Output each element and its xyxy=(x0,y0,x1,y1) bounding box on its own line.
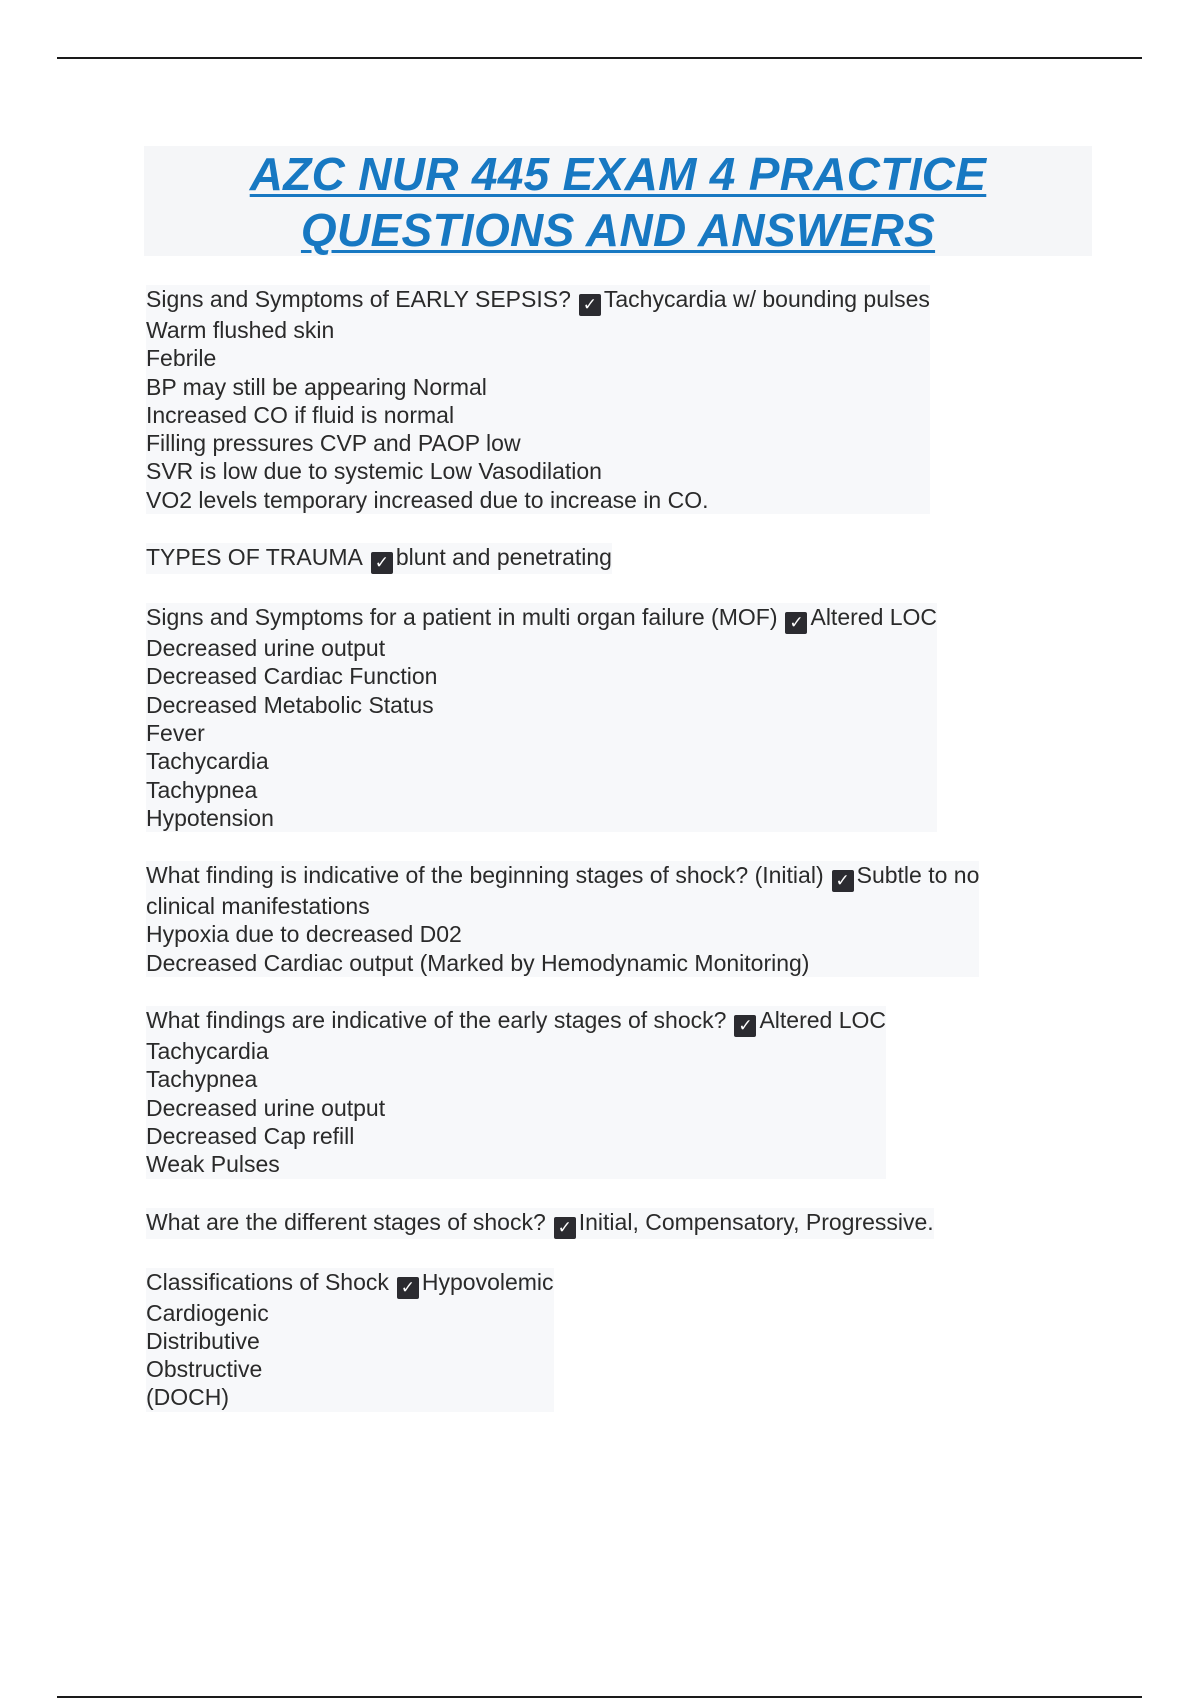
qa-item xyxy=(146,603,1106,832)
answer-text: Altered LOC xyxy=(759,1007,886,1034)
question-text: Classifications of Shock xyxy=(146,1268,389,1295)
answer-line: clinical manifestations xyxy=(146,893,370,920)
question-line xyxy=(146,285,930,316)
answer-line: Filling pressures CVP and PAOP low xyxy=(146,430,521,457)
question-line xyxy=(146,603,937,634)
checkmark-icon: ✓ xyxy=(734,1015,756,1037)
checkmark-icon: ✓ xyxy=(785,612,807,634)
answer-line: BP may still be appearing Normal xyxy=(146,373,487,400)
question-text: What finding is indicative of the beginning stages of shock? (Initial) xyxy=(146,862,824,889)
question-text: Signs and Symptoms for a patient in multi organ failure (MOF) xyxy=(146,604,778,631)
answer-line: Weak Pulses xyxy=(146,1151,280,1178)
checkmark-icon: ✓ xyxy=(554,1217,576,1239)
answer-text: Altered LOC xyxy=(810,604,938,631)
answer-line: Tachypnea xyxy=(146,776,258,803)
checkmark-icon: ✓ xyxy=(832,870,854,892)
qa-text-block xyxy=(146,603,937,832)
title-banner xyxy=(144,146,1092,256)
answer-line: Hypoxia due to decreased D02 xyxy=(146,921,462,948)
header-rule xyxy=(57,57,1142,59)
answer-text: blunt and penetrating xyxy=(395,544,612,571)
answer-text: Tachycardia w/ bounding pulses xyxy=(603,286,930,312)
qa-text-block xyxy=(146,543,612,574)
answer-text: Subtle to no xyxy=(856,862,980,889)
qa-text-block xyxy=(146,1006,886,1178)
question-text: Signs and Symptoms of EARLY SEPSIS? xyxy=(146,286,571,312)
answer-line: Tachycardia xyxy=(146,1038,269,1065)
answer-line: Decreased urine output xyxy=(146,1094,386,1121)
checkmark-icon: ✓ xyxy=(397,1277,419,1299)
answer-line: Decreased Cardiac Function xyxy=(146,663,438,690)
qa-item xyxy=(146,285,1106,514)
answer-line: Increased CO if fluid is normal xyxy=(146,401,455,428)
title-line-1: AZC NUR 445 EXAM 4 PRACTICE xyxy=(249,148,987,200)
answer-line: Hypotension xyxy=(146,804,274,831)
answer-line: Tachycardia xyxy=(146,748,269,775)
question-line xyxy=(146,1006,886,1037)
question-text: What findings are indicative of the early stages of shock? xyxy=(146,1007,727,1034)
qa-item xyxy=(146,1006,1106,1178)
question-line xyxy=(146,1268,554,1299)
checkmark-icon: ✓ xyxy=(371,552,393,574)
answer-line: (DOCH) xyxy=(146,1384,230,1411)
qa-item xyxy=(146,861,1106,977)
document-title xyxy=(144,146,1092,258)
question-line xyxy=(146,1208,934,1239)
question-line xyxy=(146,543,612,574)
answer-line: Obstructive xyxy=(146,1356,263,1383)
qa-text-block xyxy=(146,861,979,977)
footer-rule xyxy=(57,1696,1142,1698)
qa-text-block xyxy=(146,1268,554,1412)
answer-line: Fever xyxy=(146,719,205,746)
answer-line: Febrile xyxy=(146,345,217,372)
title-line-2: QUESTIONS AND ANSWERS xyxy=(300,204,936,256)
question-text: TYPES OF TRAUMA xyxy=(146,544,363,571)
answer-line: VO2 levels temporary increased due to increase in CO. xyxy=(146,486,709,513)
answer-line: Decreased Cap refill xyxy=(146,1122,355,1149)
qa-list xyxy=(146,285,1106,1441)
answer-line: Decreased urine output xyxy=(146,635,386,662)
answer-line: Decreased Cardiac output (Marked by Hemodynamic Monitoring) xyxy=(146,949,810,976)
qa-item xyxy=(146,1268,1106,1412)
qa-item xyxy=(146,1208,1106,1239)
qa-item xyxy=(146,543,1106,574)
answer-line: Distributive xyxy=(146,1327,260,1354)
answer-text: Initial, Compensatory, Progressive. xyxy=(578,1208,934,1235)
answer-line: SVR is low due to systemic Low Vasodilation xyxy=(146,458,602,485)
question-line xyxy=(146,861,979,892)
answer-line: Tachypnea xyxy=(146,1066,258,1093)
answer-line: Decreased Metabolic Status xyxy=(146,691,434,718)
checkmark-icon: ✓ xyxy=(579,294,601,316)
qa-text-block xyxy=(146,285,930,514)
answer-line: Warm flushed skin xyxy=(146,317,335,343)
answer-text: Hypovolemic xyxy=(421,1268,554,1295)
question-text: What are the different stages of shock? xyxy=(146,1208,546,1235)
qa-text-block xyxy=(146,1208,934,1239)
answer-line: Cardiogenic xyxy=(146,1299,269,1326)
